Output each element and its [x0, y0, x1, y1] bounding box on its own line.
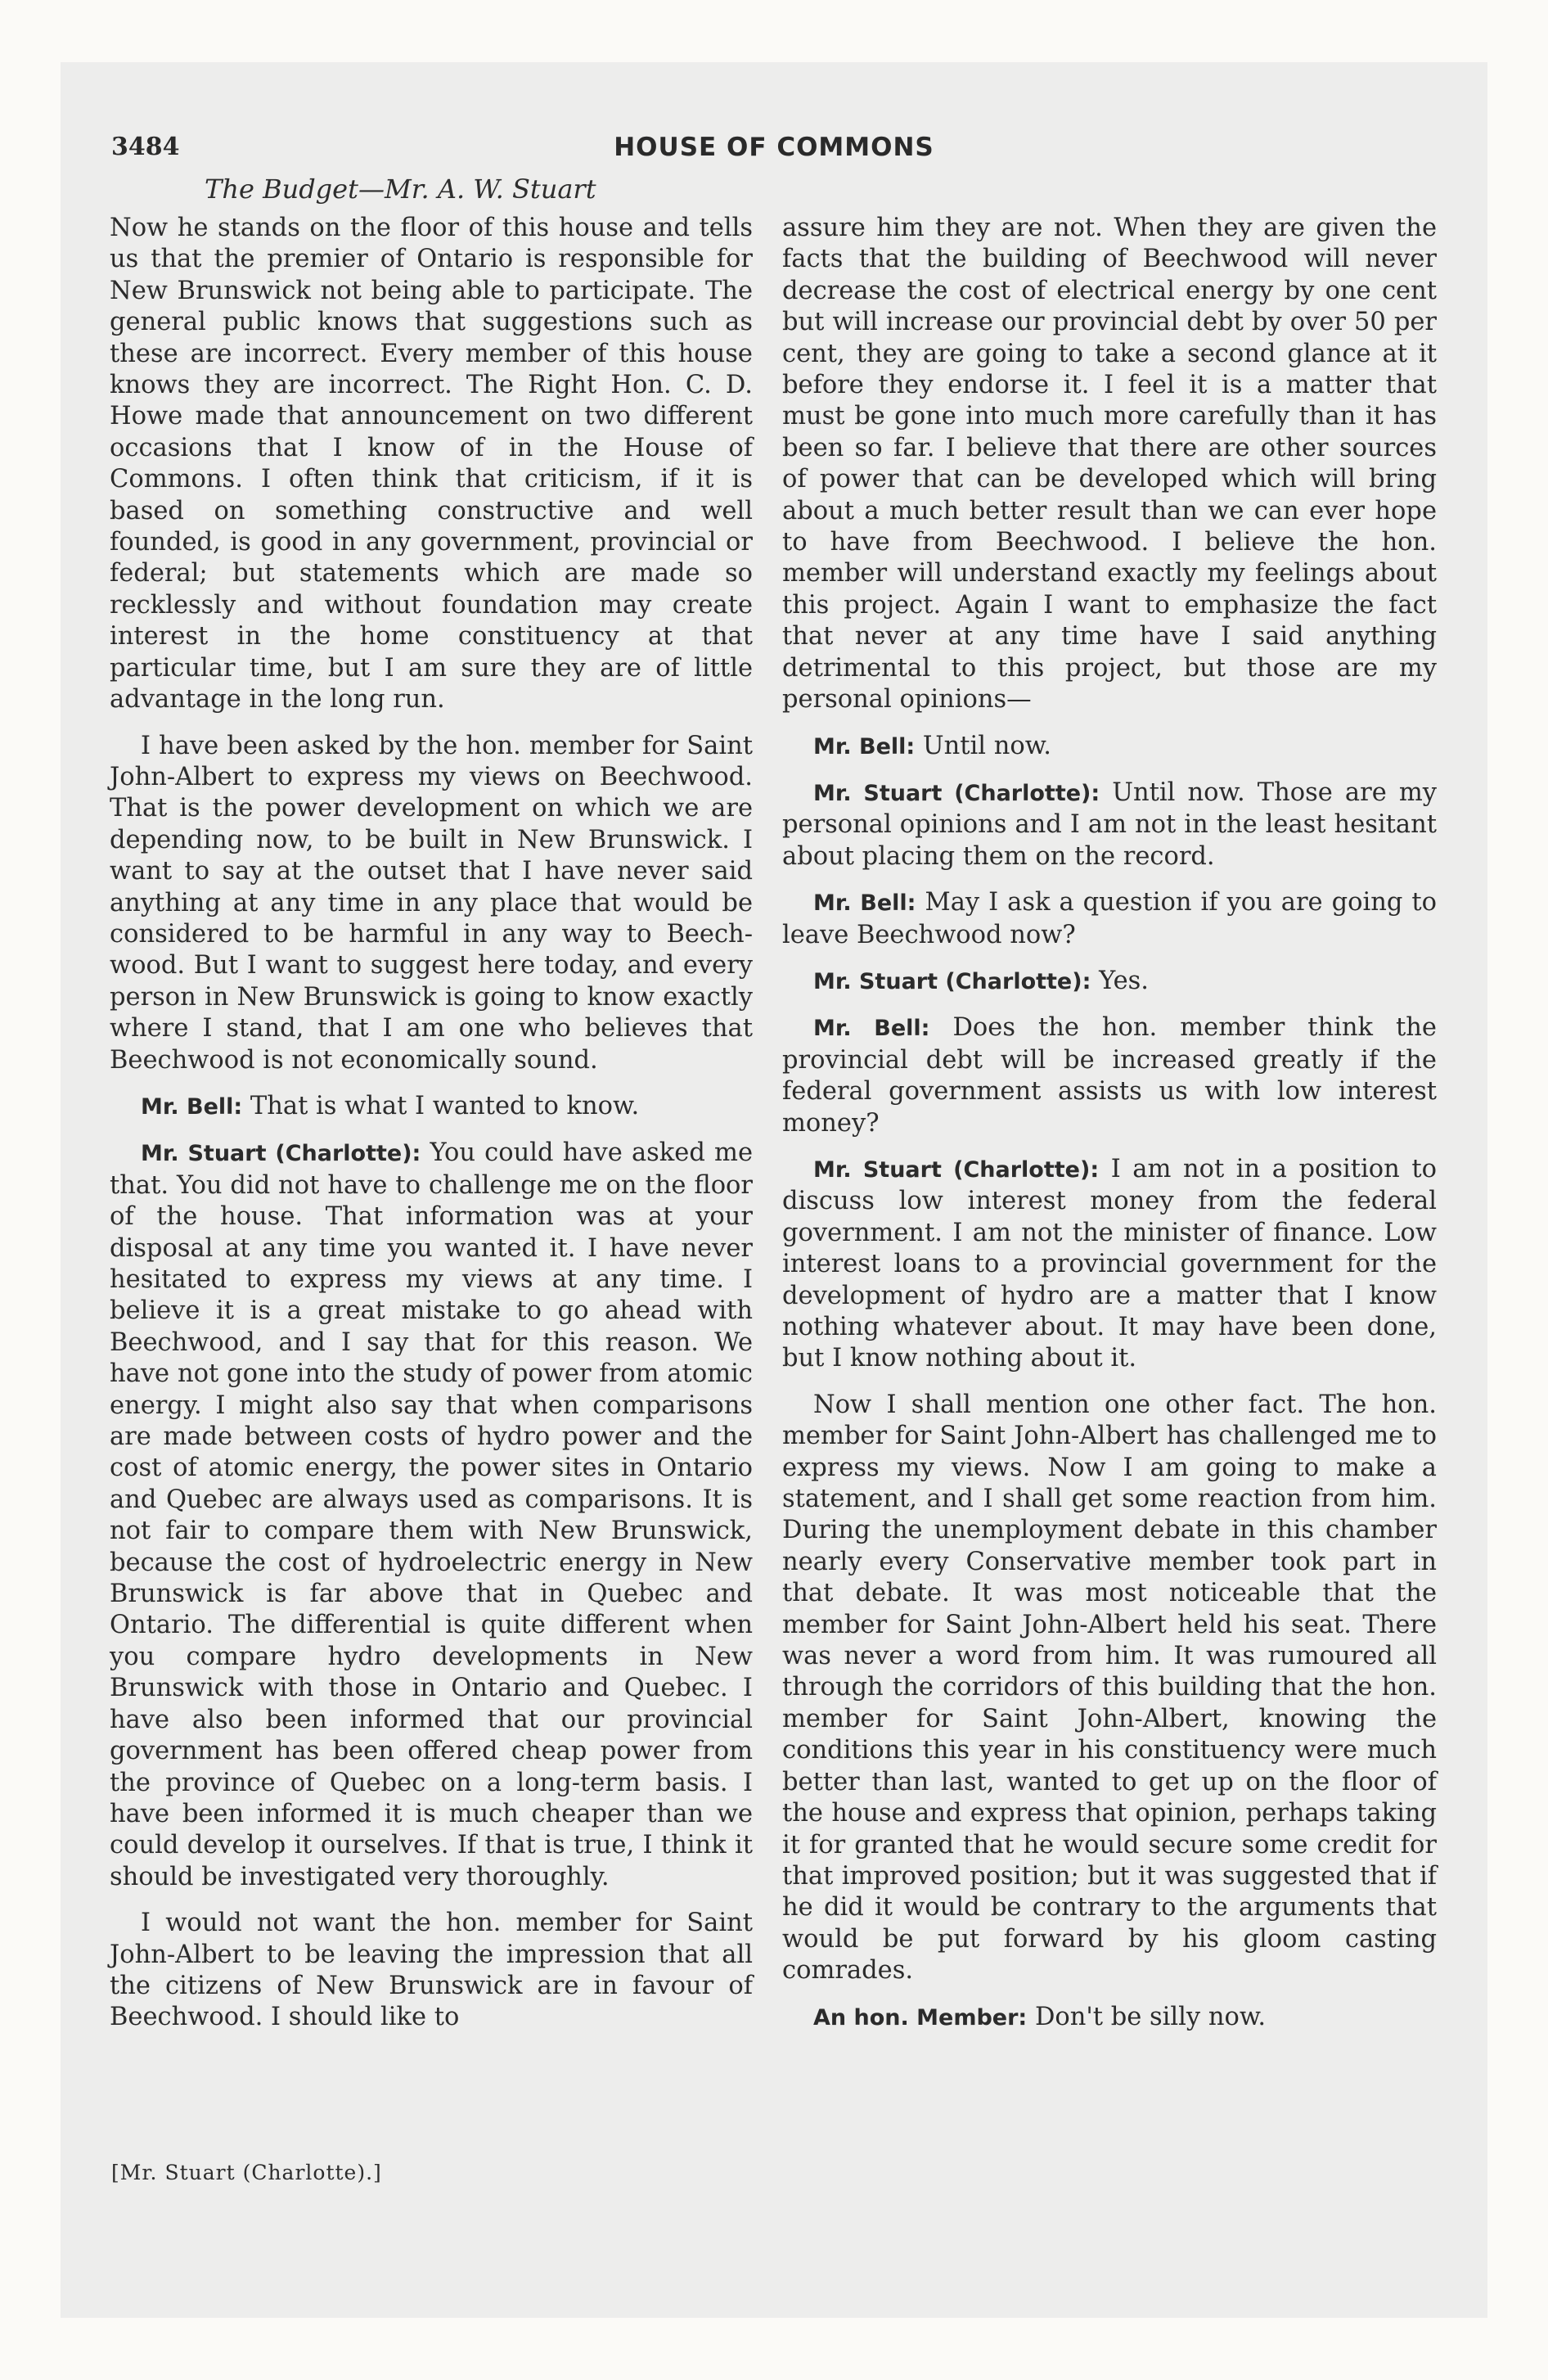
speaker-name: Mr. Stuart (Charlotte):: [813, 968, 1091, 994]
speaker-name: Mr. Stuart (Charlotte):: [813, 1156, 1100, 1183]
right-column: [782, 213, 1437, 2049]
paragraph: [782, 966, 1437, 998]
paragraph: [110, 731, 753, 1076]
paragraph: [782, 213, 1437, 716]
paragraph-text: I would not want the hon. member for Saint John-Albert to be leaving the impression that all the citizens of New Brunswick are in favour of Beechwood. I should like to: [110, 1909, 753, 2032]
paragraph: [782, 1390, 1437, 1987]
running-head: The Budget—Mr. A. W. Stuart: [205, 174, 596, 205]
paragraph: [782, 731, 1437, 763]
paragraph-text: Now I shall mention one other fact. The hon. member for Saint John-Albert has challenged me to express my views. Now I am going to make a statement, and I shall get some reaction from him. During the unemployment debate in this chamber nearly every Conservative member took part in that debate. It was most noticeable that the member for Saint John-Albert held his seat. There was never a word from him. It was rumoured all through the corridors of this building that the hon. member for Saint John-Albert, knowing the conditions this year in his constituency were much better than last, wanted to get up on the floor of the house and express that opinion, perhaps taking it for granted that he would secure some credit for that improved position; but it was suggested that if he did it would be contrary to the arguments that would be put forward by his gloom casting comrades.: [782, 1390, 1437, 1986]
paragraph-text: Now he stands on the floor of this house and tells us that the premier of Ontario is responsible for New Brunswick not being able to participate. The general public knows that suggestions such as these are incorrect. Every member of this house knows they are incorrect. The Right Hon. C. D. Howe made that announcement on two different occasions that I know of in the House of Commons. I often think that criticism, if it is based on something constructive and well founded, is good in any government, provincial or federal; but statements which are made so recklessly and without foundation may create interest in the home constituency at that particular time, but I am sure they are of little advantage in the long run.: [110, 214, 753, 714]
paragraph: [110, 1908, 753, 2034]
paragraph-text: Does the hon. member think the provincial debt will be increased greatly if the federal government assists us with low interest money?: [782, 1013, 1437, 1138]
paragraph-text: Until now. Those are my personal opinions and I am not in the least hesitant about placing them on the record.: [782, 778, 1437, 871]
speaker-name: Mr. Stuart (Charlotte):: [813, 780, 1100, 806]
speaker-name: An hon. Member:: [813, 2004, 1028, 2031]
paragraph-text: Don't be silly now.: [1034, 2002, 1267, 2031]
paragraph-text: I have been asked by the hon. member for Saint John-Albert to express my views on Beechwood. That is the power development on which we are depending now, to be built in New Brunswick. I want to say at the outset that I have never said anything at any time in any place that would be considered to be harmful in any way to Beechwood. But I want to suggest here today, and every person in New Brunswick is going to know exactly where I stand, that I am one who believes that Beechwood is not economically sound.: [110, 731, 753, 1075]
speaker-name: Mr. Bell:: [813, 890, 916, 917]
paragraph-text: You could have asked me that. You did not have to challenge me on the floor of the house. That information was at your disposal at any time you wanted it. I have never hesitated to express my views at any time. I believe it is a great mistake to go ahead with Beechwood, and I say that for this reason. We have not gone into the study of power from atomic energy. I might also say that when comparisons are made between costs of hydro power and the cost of atomic energy, the power sites in Ontario and Quebec are always used as comparisons. It is not fair to compare them with New Brunswick, because the cost of hydroelectric energy in New Brunswick is far above that in Quebec and Ontario. The differential is quite different when you compare hydro developments in New Brunswick with those in Ontario and Quebec. I have also been informed that our provincial government has been offered cheap power from the province of Quebec on a long-term basis. I have been informed it is much cheaper than we could develop it ourselves. If that is true, I think it should be investigated very thoroughly.: [110, 1138, 753, 1891]
speaker-name: Mr. Bell:: [813, 733, 916, 760]
speaker-name: Mr. Bell:: [813, 1016, 930, 1042]
paragraph: [782, 887, 1437, 951]
paragraph-text: Yes.: [1099, 966, 1149, 995]
left-column: [110, 213, 753, 2049]
paragraph-text: assure him they are not. When they are given the facts that the building of Beechwood will never decrease the cost of electrical energy by one cent but will increase our provincial debt by over 50 per cent, they are going to take a second glance at it before they endorse it. I feel it is a matter that must be gone into much more carefully than it has been so far. I believe that there are other sources of power that can be developed which will bring about a much better result than we can ever hope to have from Beechwood. I believe the hon. member will understand exactly my feelings about this project. Again I want to emphasize the fact that never at any time have I said anything detrimental to this project, but those are my personal opinions—: [782, 214, 1437, 714]
paragraph: [782, 1154, 1437, 1375]
footer-speaker-note: [Mr. Stuart (Charlotte).]: [111, 2161, 382, 2184]
paragraph: [782, 778, 1437, 872]
paragraph: [110, 1091, 753, 1123]
paragraph: [110, 1138, 753, 1893]
paragraph-text: I am not in a position to discuss low interest money from the federal government. I am not the minister of finance. Low interest loans to a provincial government for the development of hydro are a matter that I know nothing whatever about. It may have been done, but I know nothing about it.: [782, 1154, 1437, 1373]
paragraph: [110, 213, 753, 716]
paragraph-text: May I ask a question if you are going to leave Beechwood now?: [782, 888, 1437, 949]
paragraph: [782, 2002, 1437, 2034]
speaker-name: Mr. Bell:: [141, 1093, 243, 1120]
paragraph-text: Until now.: [922, 731, 1051, 760]
speaker-name: Mr. Stuart (Charlotte):: [141, 1141, 421, 1167]
page-heading: HOUSE OF COMMONS: [614, 133, 934, 162]
page-number: 3484: [111, 133, 180, 161]
paragraph: [782, 1012, 1437, 1139]
paragraph-text: That is what I wanted to know.: [250, 1091, 640, 1120]
page-header: [111, 133, 1437, 174]
